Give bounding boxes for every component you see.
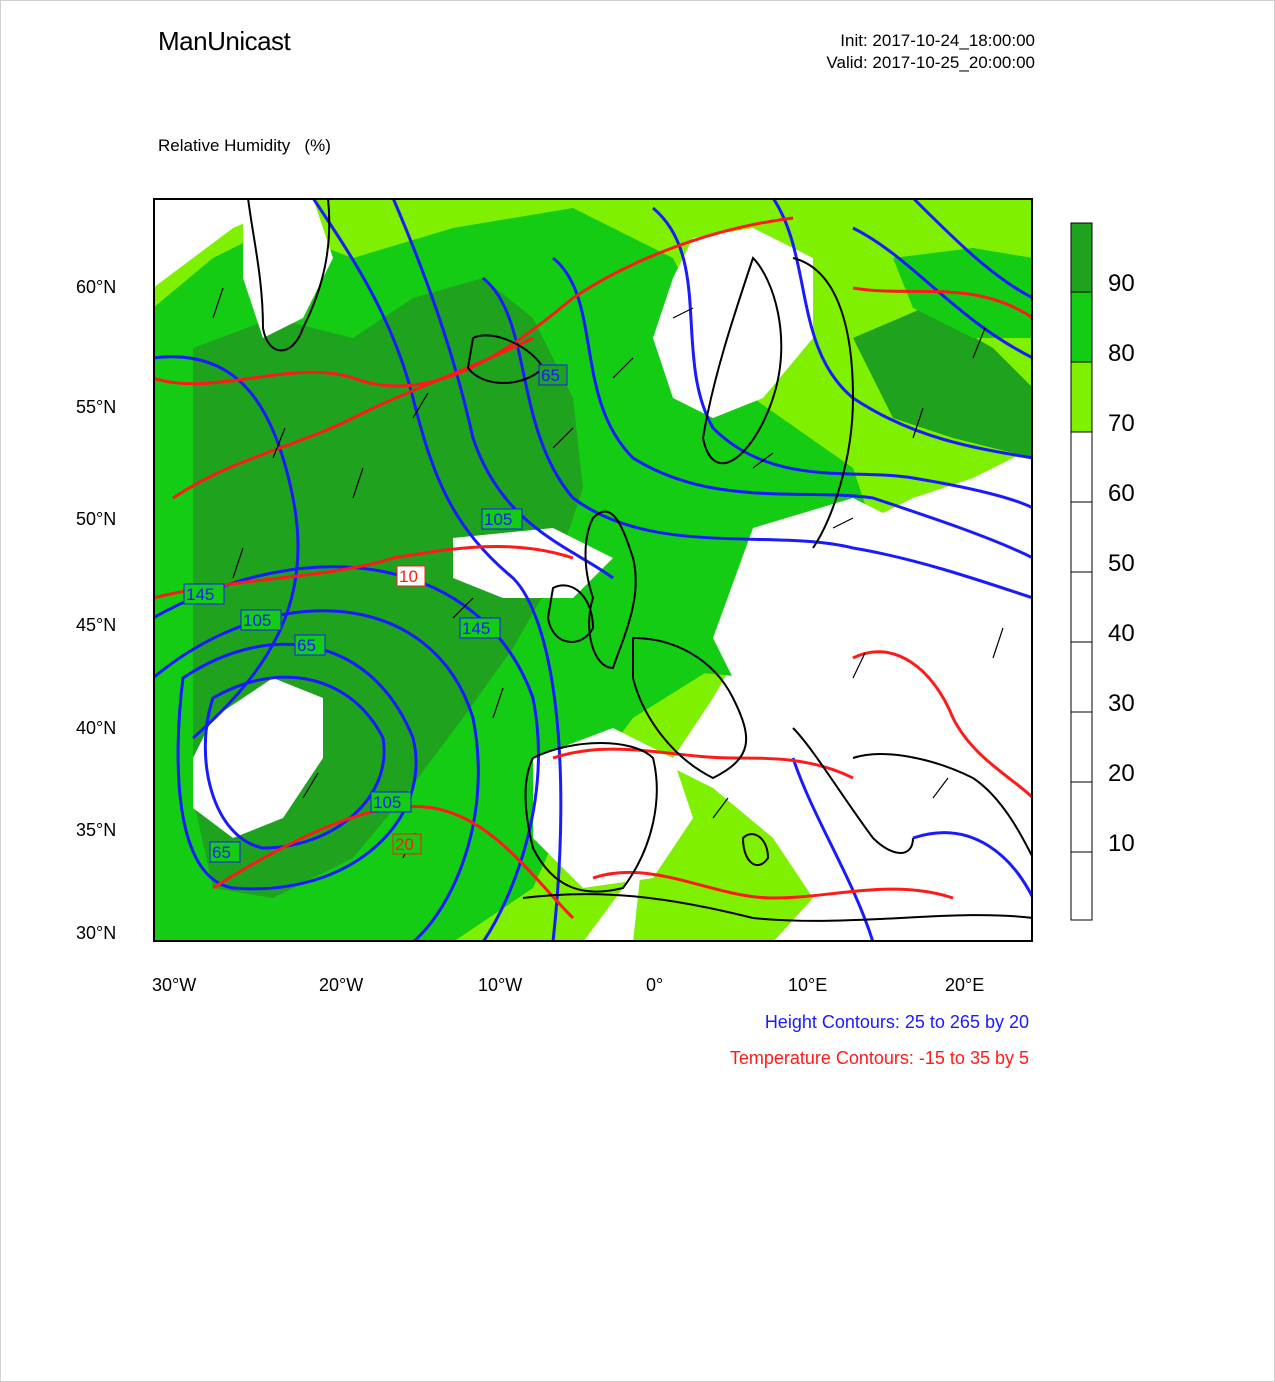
colorbar-box [1071,782,1092,852]
field-rh: Relative Humidity (%) [158,136,331,155]
temperature-label: 10 [399,567,418,586]
lon-label: 30°W [152,975,197,995]
lon-label: 20°W [319,975,364,995]
colorbar-box [1071,712,1092,782]
lon-label: 20°E [945,975,985,995]
height-label: 105 [373,793,402,812]
colorbar-box [1071,852,1092,920]
colorbar-label: 80 [1108,340,1135,367]
height-label: 145 [462,619,491,638]
colorbar-label: 60 [1108,480,1135,507]
height-label: 65 [297,636,316,655]
lat-label: 55°N [76,397,117,417]
colorbar-label: 70 [1108,410,1135,437]
temperature-contour-note: Temperature Contours: -15 to 35 by 5 [729,1048,1029,1068]
lat-label: 50°N [76,509,117,529]
lon-label: 10°E [788,975,828,995]
colorbar-label: 30 [1108,690,1135,717]
colorbar-label: 40 [1108,620,1135,647]
colorbar-box [1071,572,1092,642]
colorbar-label: 90 [1108,270,1135,297]
height-label: 145 [186,585,215,604]
lon-label: 10°W [478,975,523,995]
init-time: Init: 2017-10-24_18:00:00 [840,31,1035,50]
lat-label: 40°N [76,718,117,738]
rh-colorbar [1070,222,1094,927]
height-label: 105 [484,510,513,529]
colorbar-label: 20 [1108,760,1135,787]
height-label: 65 [212,843,231,862]
temperature-label: 20 [395,835,414,854]
model-title: ManUnicast [158,26,291,56]
lat-label: 35°N [76,820,117,840]
colorbar-box [1071,292,1092,362]
valid-time: Valid: 2017-10-25_20:00:00 [826,53,1035,72]
height-contour-note: Height Contours: 25 to 265 by 20 [764,1012,1029,1032]
height-label: 105 [243,611,272,630]
colorbar-label: 50 [1108,550,1135,577]
lat-label: 60°N [76,277,117,297]
forecast-times [826,30,1035,74]
weather-map [153,198,1033,942]
height-label: 65 [541,366,560,385]
colorbar-box [1071,432,1092,502]
lat-label: 45°N [76,615,117,635]
colorbar-box [1071,223,1092,292]
colorbar-box [1071,502,1092,572]
colorbar-box [1071,362,1092,432]
lat-label: 30°N [76,923,117,943]
colorbar-box [1071,642,1092,712]
lon-label: 0° [646,975,664,995]
colorbar-label: 10 [1108,830,1135,857]
